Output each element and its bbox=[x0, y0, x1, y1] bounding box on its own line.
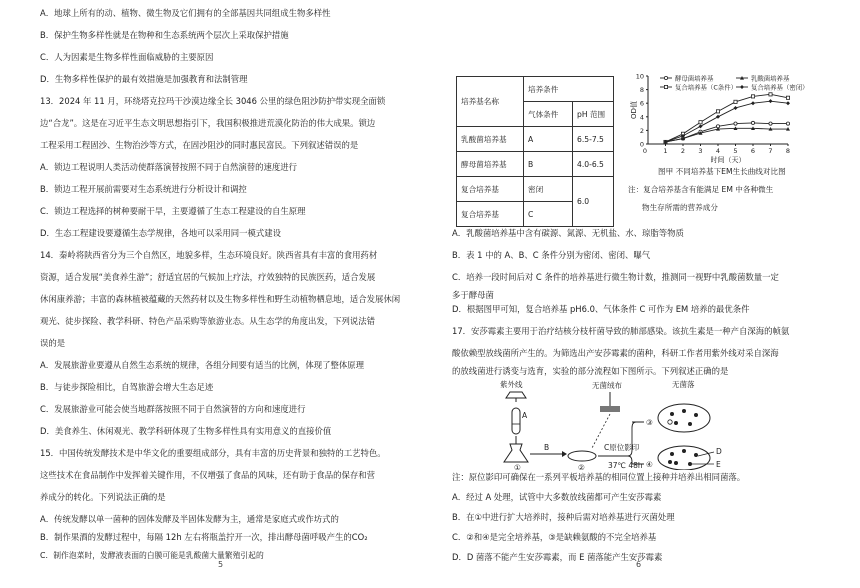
flask-1-label: ① bbox=[514, 463, 521, 470]
text-line: C．锁边工程选择的树种要耐干旱，主要遵循了生态工程建设的自生原理 bbox=[40, 206, 306, 216]
x-axis-label: 时间（天） bbox=[710, 156, 746, 164]
table-cell: 酵母菌培养基 bbox=[457, 152, 524, 177]
data-point bbox=[751, 95, 754, 98]
flask-icon bbox=[504, 444, 528, 462]
legend-marker bbox=[740, 85, 744, 89]
option-line: D．D 菌落不能产生安莎霉素，而 E 菌落能产生安莎霉素 bbox=[452, 552, 663, 562]
arrow-head bbox=[562, 451, 567, 457]
text-line: 13．2024 年 11 月，环绕塔克拉玛干沙漠边缘全长 3046 公里的绿色阻沙防护带实现全面锁 bbox=[40, 96, 386, 106]
table-cell: 密闭 bbox=[524, 177, 573, 202]
text-line: A．锁边工程说明人类活动使群落演替按照不同于自然演替的速度进行 bbox=[40, 162, 297, 172]
figure-note: 注：原位影印可确保在一系列平板培养基的相同位置上接种并培养出相同菌落。 bbox=[452, 472, 746, 482]
text-line: A．地球上所有的动、植物、微生物及它们拥有的全部基因共同组成生物多样性 bbox=[40, 8, 331, 18]
x-tick-label: 3 bbox=[698, 147, 703, 155]
uv-label: 紫外线 bbox=[500, 380, 523, 389]
test-tube-icon bbox=[512, 408, 520, 434]
plate-3-label: ③ bbox=[646, 418, 653, 427]
text-line: C．发展旅游业可能会使当地群落按照不同于自然演替的方向和速度进行 bbox=[40, 404, 306, 414]
note-line: 物生存所需的营养成分 bbox=[642, 203, 718, 212]
option-line: B．在①中进行扩大培养时，接种后需对培养基进行灭菌处理 bbox=[452, 512, 675, 522]
table-cell: 6.0 bbox=[573, 177, 614, 227]
data-point bbox=[716, 110, 719, 113]
chart-caption: 图甲 不同培养基下EM生长曲线对比图 bbox=[658, 167, 786, 176]
text-line: A．传统发酵以单一菌种的固体发酵及半固体发酵为主，通常是家庭式或作坊式的 bbox=[40, 514, 339, 524]
table-cell: 4.0-6.5 bbox=[573, 152, 614, 177]
text-line: 15．中国传统发酵技术是中华文化的重要组成部分，具有丰富的历史背景和独特的工艺特色。 bbox=[40, 448, 386, 458]
table-header: 气体条件 bbox=[524, 102, 573, 127]
question-line: 17．安莎霉素主要用于治疗结核分枝杆菌导致的肺部感染。该抗生素是一种产自深海的帧氨 bbox=[452, 326, 790, 336]
data-point bbox=[786, 96, 789, 99]
data-point bbox=[699, 121, 702, 124]
text-line: 资源，适合发展“美食养生游”；舒适宜居的气候加上疗法，疗效独特的民族医药，适合发展 bbox=[40, 272, 376, 282]
text-line: C．制作泡菜时，发酵液表面的白膜可能是乳酸菌大量繁殖引起的 bbox=[40, 551, 264, 560]
legend-label: 复合培养基（密闭） bbox=[751, 83, 809, 92]
option-line: B．表 1 中的 A、B、C 条件分别为密闭、密闭、曝气 bbox=[452, 250, 651, 260]
data-point bbox=[699, 124, 703, 128]
text-line: B．保护生物多样性就是在物种和生态系统两个层次上采取保护措施 bbox=[40, 30, 289, 40]
colonies bbox=[670, 409, 698, 426]
y-tick-label: 10 bbox=[635, 72, 644, 81]
screening-diagram bbox=[500, 378, 760, 470]
condition-label: 37℃ 48h bbox=[608, 461, 643, 470]
text-line: 观光、徒步探险、教学科研、特色产品采购等旅游业态。从生态学的角度出发，下列说法错 bbox=[40, 316, 375, 326]
page-number: 5 bbox=[218, 560, 224, 569]
table-header: 培养条件 bbox=[524, 77, 614, 102]
question-line: 的放线菌进行诱变与选育，实验的部分流程如下图所示。下列叙述正确的是 bbox=[452, 366, 729, 376]
text-line: D．生物多样性保护的最有效措施是加强教育和法制管理 bbox=[40, 74, 248, 84]
table-cell: 6.5-7.5 bbox=[573, 127, 614, 152]
table-header: pH 范围 bbox=[573, 102, 614, 127]
data-point bbox=[734, 100, 737, 103]
empty-spot bbox=[668, 420, 672, 424]
text-line: D．美食养生、休闲观光、教学科研体现了生物多样性具有实用意义的直接价值 bbox=[40, 426, 332, 436]
legend-marker bbox=[664, 85, 667, 88]
y-axis-label: OD值 bbox=[630, 101, 638, 119]
text-line: B．锁边工程开展前需要对生态系统进行分析设计和调控 bbox=[40, 184, 247, 194]
option-line: D．根据图甲可知，复合培养基 pH6.0、气体条件 C 可作为 EM 培养的最优条件 bbox=[452, 304, 750, 314]
table-cell: C bbox=[524, 202, 573, 227]
step-b-label: B bbox=[544, 443, 550, 452]
text-line: 边“合龙”。这是在习近平生态文明思想指引下，我国积极推进荒漠化防治的伟大成果。锁边 bbox=[40, 118, 376, 128]
text-line: B．制作果酒的发酵过程中，每隔 12h 左右将瓶盖拧开一次，排出酵母菌呼吸产生的CO₂ bbox=[40, 532, 368, 542]
x-tick-label: 8 bbox=[785, 147, 791, 155]
y-tick-label: 6 bbox=[639, 99, 644, 108]
x-tick-label: 5 bbox=[733, 147, 738, 155]
data-point bbox=[734, 122, 737, 125]
velvet-stamp-icon bbox=[600, 392, 620, 412]
pointer-line bbox=[698, 452, 714, 456]
legend-label: 酵母菌培养基 bbox=[675, 74, 714, 83]
text-line: 工程采用工程固沙、生物治沙等方式，在固沙阻沙的同时惠民富民。下列叙述错误的是 bbox=[40, 140, 359, 150]
legend-label: 乳酸菌培养基 bbox=[751, 74, 790, 83]
table-cell: A bbox=[524, 127, 573, 152]
plate-2-label: ② bbox=[578, 463, 585, 470]
x-tick-label: 7 bbox=[768, 147, 773, 155]
plate-icon bbox=[658, 404, 710, 432]
text-line: A．发展旅游业要遵从自然生态系统的规律，各组分间要有适当的比例，体现了整体原理 bbox=[40, 360, 364, 370]
x-tick-label: 2 bbox=[680, 147, 686, 155]
colony-d-label: D bbox=[716, 447, 722, 456]
note-line: 注：复合培养基含有能满足 EM 中各种微生 bbox=[628, 185, 774, 194]
data-point bbox=[716, 115, 720, 119]
text-line: D．生态工程建设要遵循生态学规律，各地可以采用同一模式建设 bbox=[40, 228, 281, 238]
legend-label: 复合培养基（C条件） bbox=[675, 83, 737, 92]
colony-e-label: E bbox=[716, 460, 721, 469]
plate-4-label: ④ bbox=[646, 460, 653, 469]
y-tick-label: 2 bbox=[639, 126, 644, 135]
uv-lamp-icon bbox=[506, 392, 526, 402]
velvet-label: 无菌绒布 bbox=[592, 381, 622, 390]
data-point bbox=[734, 106, 738, 110]
plate-icon bbox=[568, 451, 596, 461]
table-cell: B bbox=[524, 152, 573, 177]
x-tick-label: 0 bbox=[642, 147, 648, 155]
step-c-label: C原位影印 bbox=[604, 443, 640, 452]
text-line: 14．秦岭将陕西省分为三个自然区，地貌多样，生态环境良好。陕西省具有丰富的食用药材 bbox=[40, 250, 378, 260]
colonies bbox=[668, 449, 698, 466]
x-tick-label: 1 bbox=[663, 147, 668, 155]
text-line: C．人为因素是生物多样性面临威胁的主要原因 bbox=[40, 52, 214, 62]
x-tick-label: 4 bbox=[715, 147, 721, 155]
option-line: C．培养一段时间后对 C 条件的培养基进行微生物计数，推测同一视野中乳酸菌数量一定 bbox=[452, 272, 779, 282]
text-line: 这些技术在食品制作中发挥着关键作用，不仅增强了食品的风味，还有助于食品的保存和营 bbox=[40, 470, 375, 480]
table-cell: 复合培养基 bbox=[457, 202, 524, 227]
data-point bbox=[751, 101, 755, 105]
data-point bbox=[751, 121, 754, 124]
data-point bbox=[769, 93, 772, 96]
data-point bbox=[786, 101, 790, 105]
legend-marker bbox=[664, 76, 667, 79]
data-point bbox=[786, 122, 789, 125]
text-line: 误的是 bbox=[40, 338, 66, 348]
growth-chart bbox=[630, 70, 842, 166]
data-point bbox=[769, 99, 773, 103]
option-line: 多于酵母菌 bbox=[452, 290, 494, 300]
text-line: 休闲康养游；丰富的森林植被蕴藏的天然药材以及生物多样性和野生动植物栖息地，适合发展休闲 bbox=[40, 294, 401, 304]
y-tick-label: 8 bbox=[639, 86, 644, 95]
data-point bbox=[769, 122, 772, 125]
table-cell: 复合培养基 bbox=[457, 177, 524, 202]
option-line: A．经过 A 处理，试管中大多数放线菌都可产生安莎霉素 bbox=[452, 492, 662, 502]
option-line: C．②和④是完全培养基，③是缺赖氨酸的不完全培养基 bbox=[452, 532, 657, 542]
question-line: 酸依赖型放线菌所产生的。为筛选出产安莎霉素的菌种，科研工作者用紫外线对采自深海 bbox=[452, 348, 779, 358]
x-tick-label: 6 bbox=[750, 147, 756, 155]
table-cell: 乳酸菌培养基 bbox=[457, 127, 524, 152]
step-a-label: A bbox=[522, 411, 528, 420]
option-line: A．乳酸菌培养基中含有碳源、氮源、无机盐、水、琼脂等物质 bbox=[452, 228, 684, 238]
page-number: 6 bbox=[636, 560, 642, 569]
table-header: 培养基名称 bbox=[457, 77, 524, 127]
text-line: 养成分的转化。下列说法正确的是 bbox=[40, 492, 166, 502]
no-colony-label: 无菌落 bbox=[672, 380, 695, 389]
text-line: B．与徒步探险相比，自驾旅游会增大生态足迹 bbox=[40, 382, 214, 392]
y-tick-label: 4 bbox=[639, 113, 644, 122]
y-tick-label: 0 bbox=[639, 140, 644, 149]
culture-table bbox=[456, 76, 614, 227]
